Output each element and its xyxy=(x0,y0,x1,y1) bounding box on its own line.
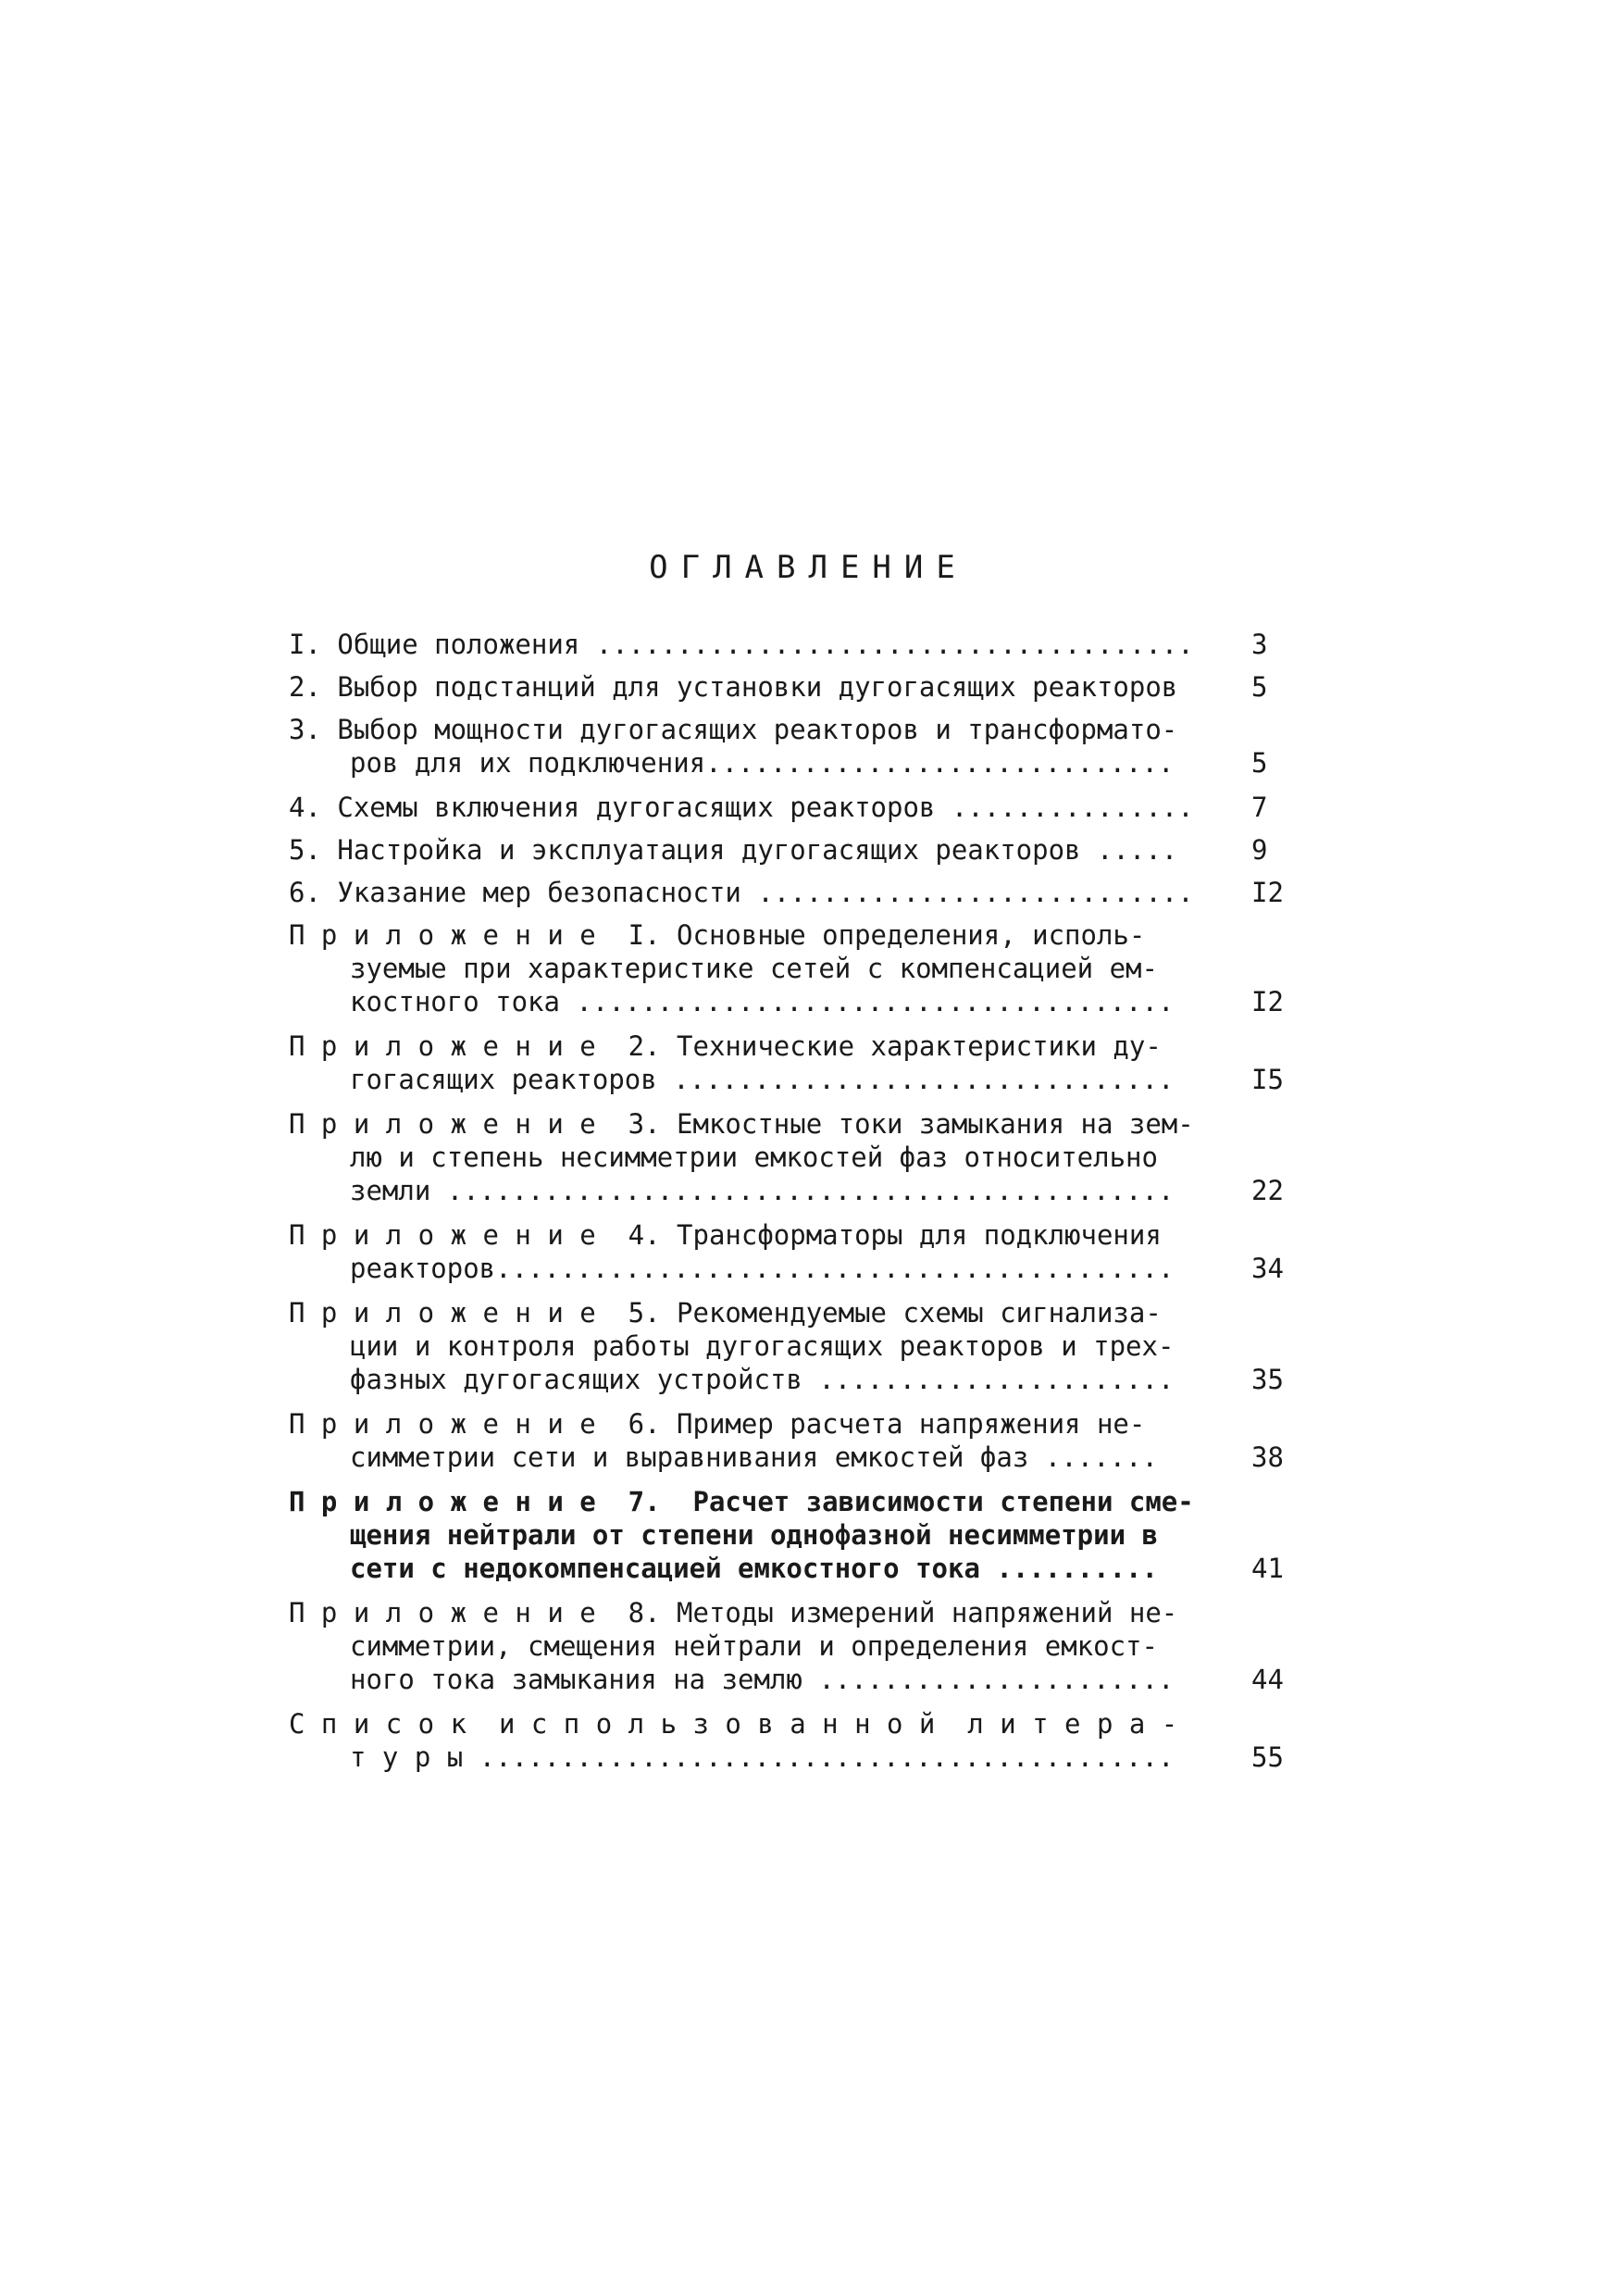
toc-entry-text xyxy=(289,1407,1233,1474)
toc-line: сети с недокомпенсацией емкостного тока .......... xyxy=(350,1553,1158,1584)
toc-entry-text xyxy=(289,1107,1233,1207)
toc-page-number: 35 xyxy=(1251,1364,1284,1395)
toc-entry-text xyxy=(289,1707,1233,1774)
toc-line: фазных дугогасящих устройств ...................... xyxy=(350,1364,1175,1395)
toc-line: гогасящих реакторов ............................... xyxy=(350,1064,1175,1095)
toc-line: ров для их подключения............................. xyxy=(350,747,1175,779)
toc-entry-text xyxy=(289,1029,1233,1096)
toc-line: П р и л о ж е н и е 7. Расчет зависимости степени сме- xyxy=(289,1486,1194,1517)
toc-entry-text xyxy=(289,918,1233,1018)
toc-entry-text xyxy=(289,1596,1233,1696)
toc-line: П р и л о ж е н и е 8. Методы измерений напряжений не- xyxy=(289,1597,1178,1628)
toc-line: 5. Настройка и эксплуатация дугогасящих реакторов ..... xyxy=(289,834,1178,866)
toc-line: П р и л о ж е н и е 6. Пример расчета напряжения не- xyxy=(289,1408,1146,1440)
toc-page-number: 38 xyxy=(1251,1441,1284,1473)
toc-line: П р и л о ж е н и е 5. Рекомендуемые схемы сигнализа- xyxy=(289,1297,1162,1329)
toc-line: реакторов.......................................... xyxy=(350,1253,1175,1284)
toc-line: костного тока ..................................... xyxy=(350,986,1175,1017)
toc-page-number: I2 xyxy=(1251,877,1284,908)
toc-entry-text xyxy=(289,1218,1233,1285)
toc-page-number: 7 xyxy=(1251,792,1268,823)
toc-entry-text xyxy=(289,791,1233,824)
toc-page-number: 9 xyxy=(1251,834,1268,866)
toc-entry-text xyxy=(289,876,1233,909)
toc-page-number: 5 xyxy=(1251,747,1268,779)
toc-page-number: 5 xyxy=(1251,671,1268,703)
toc-entry-text xyxy=(289,628,1233,661)
toc-page-number: 44 xyxy=(1251,1664,1284,1695)
toc-line: 2. Выбор подстанций для установки дугогасящих реакторов xyxy=(289,671,1178,703)
toc-page-number: 55 xyxy=(1251,1741,1284,1773)
toc-line: лю и степень несимметрии емкостей фаз относительно xyxy=(350,1142,1158,1173)
toc-line: щения нейтрали от степени однофазной несимметрии в xyxy=(350,1519,1158,1551)
toc-line: 3. Выбор мощности дугогасящих реакторов и трансформато- xyxy=(289,714,1178,745)
toc-line: симметрии, смещения нейтрали и определения емкост- xyxy=(350,1630,1158,1662)
toc-line: 6. Указание мер безопасности ........................... xyxy=(289,877,1194,908)
toc-line: П р и л о ж е н и е 4. Трансформаторы для подключения xyxy=(289,1219,1162,1251)
toc-line: I. Общие положения ..................................... xyxy=(289,629,1194,660)
toc-page-number: I5 xyxy=(1251,1064,1284,1095)
toc-line: П р и л о ж е н и е 2. Технические характеристики ду- xyxy=(289,1030,1162,1062)
toc-line: П р и л о ж е н и е 3. Емкостные токи замыкания на зем- xyxy=(289,1108,1194,1140)
toc-page-number: 3 xyxy=(1251,629,1268,660)
page-title: ОГЛАВЛЕНИЕ xyxy=(649,549,968,586)
toc-page-number: 34 xyxy=(1251,1253,1284,1284)
toc-line: земли ............................................. xyxy=(350,1175,1175,1206)
toc-page-number: 22 xyxy=(1251,1175,1284,1206)
toc-line: зуемые при характеристике сетей с компенсацией ем- xyxy=(350,953,1158,984)
toc-entry-text xyxy=(289,713,1233,780)
toc-line: ного тока замыкания на землю ...................... xyxy=(350,1664,1175,1695)
toc-entry-text xyxy=(289,833,1233,867)
toc-page-number: I2 xyxy=(1251,986,1284,1017)
toc-line: С п и с о к и с п о л ь з о в а н н о й л и т е р а - xyxy=(289,1708,1178,1740)
toc-entry-text xyxy=(289,1296,1233,1396)
toc-page-number: 41 xyxy=(1251,1553,1284,1584)
toc-line: симметрии сети и выравнивания емкостей фаз ....... xyxy=(350,1441,1158,1473)
toc-line: П р и л о ж е н и е I. Основные определения, исполь- xyxy=(289,919,1146,951)
toc-line: ции и контроля работы дугогасящих реакторов и трех- xyxy=(350,1330,1175,1362)
toc-line: 4. Схемы включения дугогасящих реакторов ............... xyxy=(289,792,1194,823)
toc-entry-text xyxy=(289,670,1233,704)
toc-line: т у р ы ........................................... xyxy=(350,1741,1175,1773)
toc-entry-text xyxy=(289,1485,1233,1585)
